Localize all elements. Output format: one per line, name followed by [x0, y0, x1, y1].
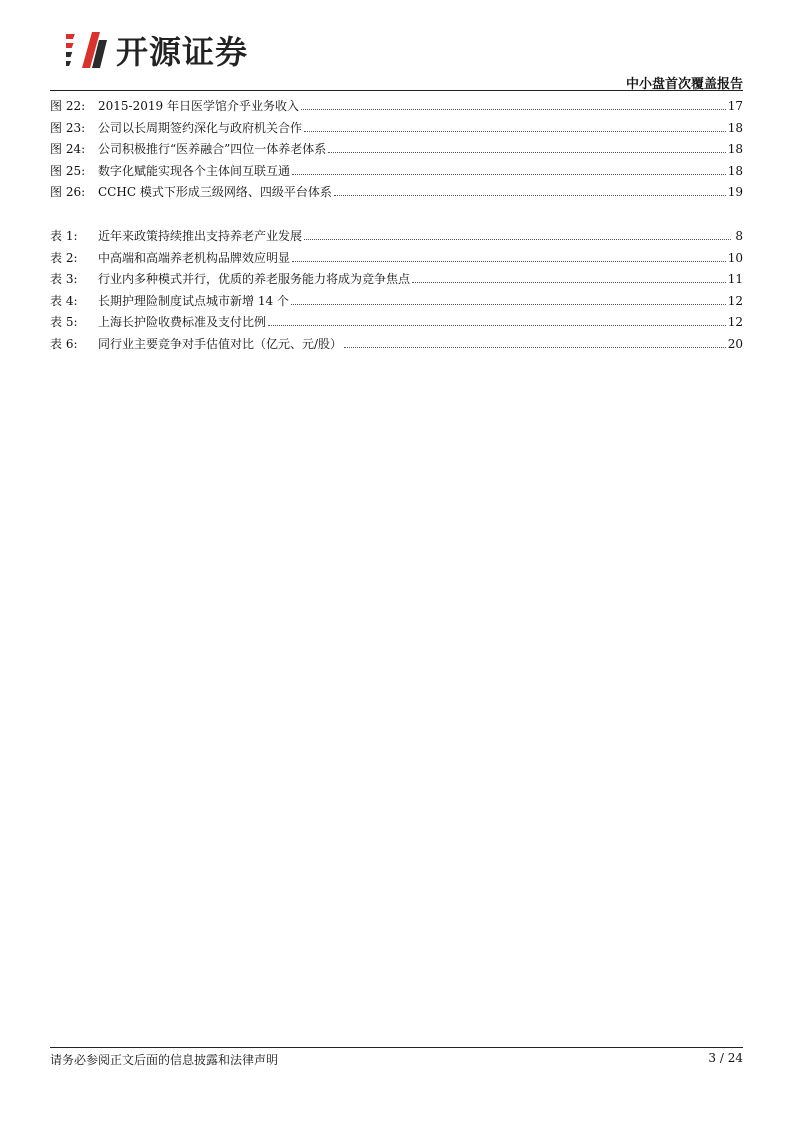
brand-name: 开源证券 — [116, 33, 249, 71]
toc-page[interactable]: 18 — [727, 142, 743, 156]
report-type: 中小盘首次覆盖报告 — [625, 77, 743, 92]
toc-row[interactable] — [50, 140, 743, 162]
toc-page[interactable]: 11 — [727, 272, 743, 286]
toc-row[interactable] — [50, 97, 743, 119]
toc-leader — [292, 165, 726, 175]
toc-title[interactable]: 上海长护险收费标准及支付比例 — [98, 315, 267, 329]
toc-page[interactable]: 12 — [727, 315, 743, 329]
toc-row[interactable] — [50, 270, 743, 292]
toc-title[interactable]: 行业内多种模式并行，优质的养老服务能力将成为竞争焦点 — [98, 272, 411, 286]
toc-label: 表 6: — [50, 336, 78, 351]
toc-page[interactable]: 18 — [727, 163, 743, 178]
toc-label: 表 4: — [50, 293, 78, 308]
table-list — [50, 227, 743, 356]
toc-label: 表 3: — [50, 272, 78, 286]
toc-row[interactable] — [50, 227, 743, 249]
toc-page[interactable]: 10 — [727, 250, 743, 265]
toc-page[interactable]: 18 — [727, 120, 743, 135]
toc-leader — [301, 100, 726, 110]
toc-title[interactable]: 数字化赋能实现各个主体间互联互通 — [98, 163, 291, 178]
toc-label: 图 24: — [50, 142, 86, 156]
toc-label: 表 5: — [50, 315, 78, 329]
toc-row[interactable] — [50, 335, 743, 357]
toc-page[interactable]: 20 — [727, 336, 743, 351]
toc-row[interactable] — [50, 292, 743, 314]
toc-title[interactable]: 长期护理险制度试点城市新增 14 个 — [98, 293, 289, 308]
toc-leader — [292, 252, 726, 262]
toc-leader — [344, 338, 726, 348]
toc-page[interactable]: 17 — [727, 99, 743, 113]
toc-label: 图 22: — [50, 99, 86, 113]
toc-row[interactable] — [50, 119, 743, 141]
toc-label: 图 25: — [50, 163, 86, 178]
toc-title[interactable]: 近年来政策持续推出支持养老产业发展 — [98, 229, 303, 243]
toc-leader — [334, 186, 726, 196]
toc-page[interactable]: 19 — [727, 185, 743, 199]
toc-row[interactable] — [50, 313, 743, 335]
toc-leader — [412, 273, 726, 283]
page-number: 3 / 24 — [708, 1051, 743, 1065]
toc-label: 表 2: — [50, 250, 78, 265]
toc-page[interactable]: 12 — [727, 293, 743, 308]
toc-leader — [268, 316, 726, 326]
toc-label: 图 26: — [50, 185, 86, 199]
toc-page[interactable]: 8 — [735, 229, 743, 243]
toc-row[interactable] — [50, 183, 743, 205]
header-divider — [50, 90, 743, 91]
toc-leader — [328, 143, 725, 153]
toc-leader — [304, 230, 731, 240]
toc-title[interactable]: 中高端和高端养老机构品牌效应明显 — [98, 250, 291, 265]
toc-title[interactable]: 公司积极推行“医养融合”四位一体养老体系 — [98, 142, 327, 156]
brand-logo — [66, 28, 248, 72]
toc-leader — [291, 295, 726, 305]
footer-divider — [50, 1047, 743, 1048]
toc-leader — [304, 122, 726, 132]
toc-row[interactable] — [50, 162, 743, 184]
footer-disclaimer: 请务必参阅正文后面的信息披露和法律声明 — [50, 1053, 279, 1067]
toc-title[interactable]: 2015-2019 年日医学馆介乎业务收入 — [98, 99, 299, 113]
figure-list — [50, 97, 743, 205]
toc-title[interactable]: CCHC 模式下形成三级网络、四级平台体系 — [98, 185, 332, 199]
toc-row[interactable] — [50, 249, 743, 271]
toc-title[interactable]: 同行业主要竞争对手估值对比（亿元、元/股） — [98, 336, 343, 351]
toc-title[interactable]: 公司以长周期签约深化与政府机关合作 — [98, 120, 303, 135]
toc-label: 表 1: — [50, 229, 78, 243]
toc-label: 图 23: — [50, 120, 86, 135]
brand-logo-icon — [66, 28, 110, 72]
